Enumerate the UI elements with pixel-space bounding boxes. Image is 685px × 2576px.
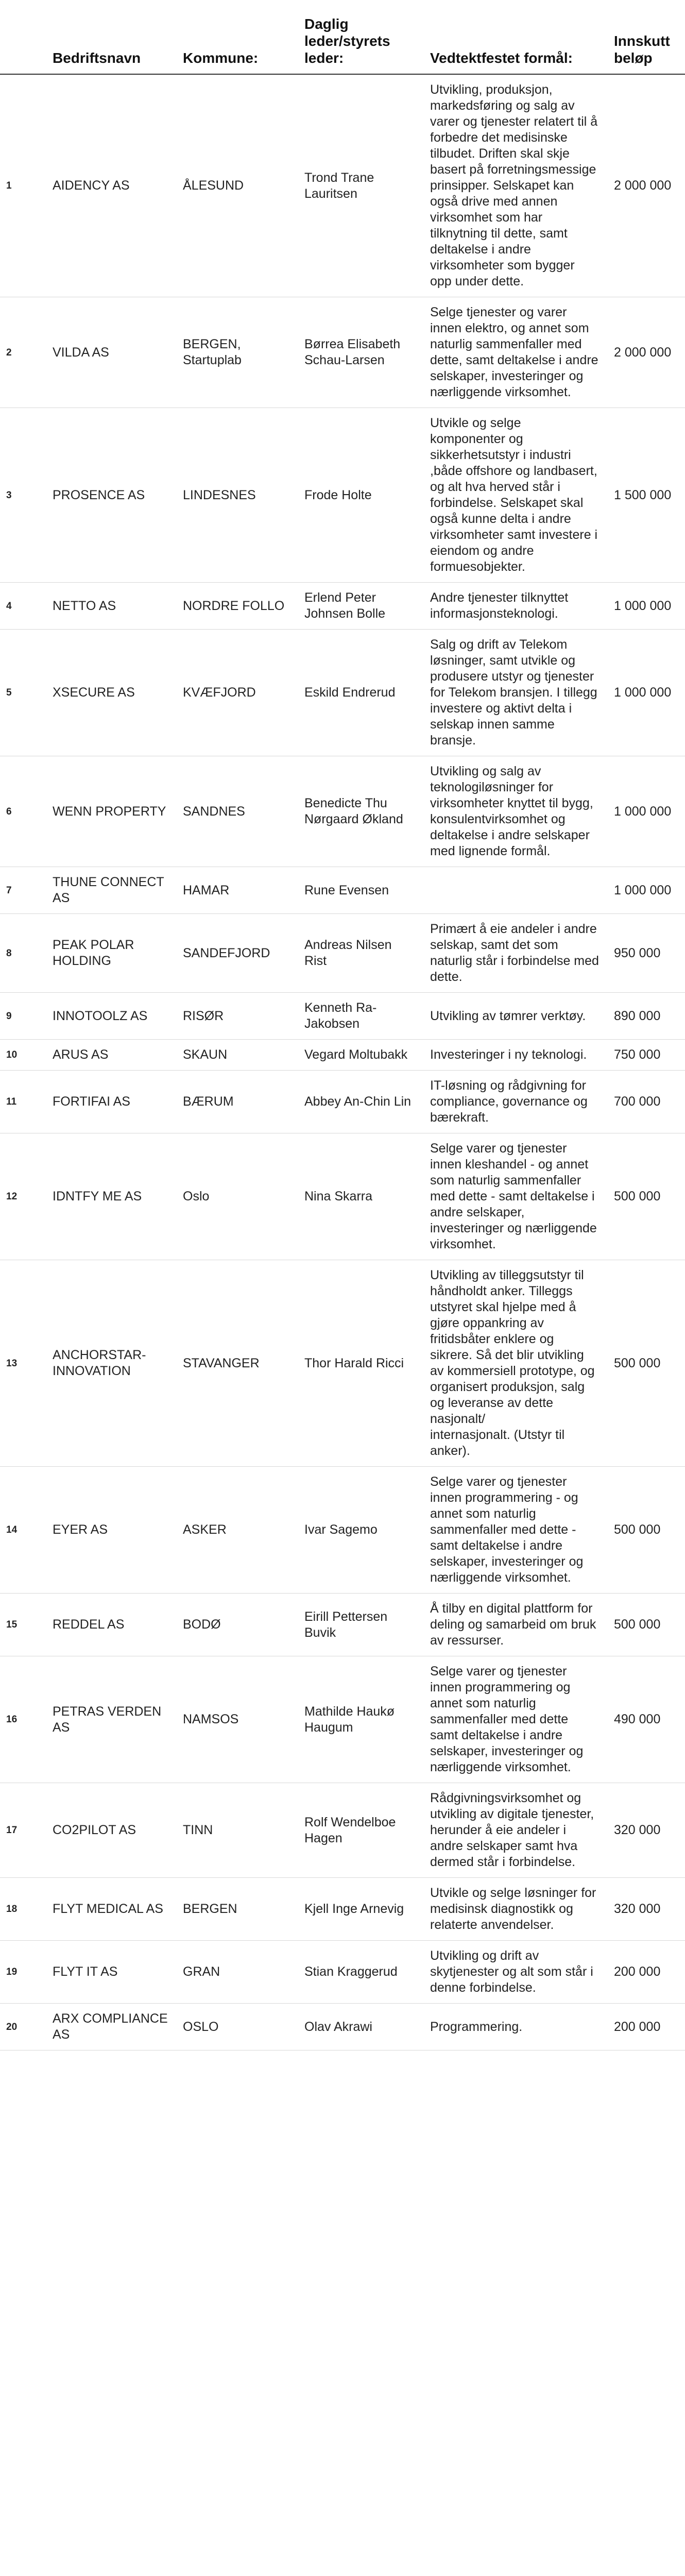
table-row bbox=[0, 1878, 685, 1941]
row-number-cell: 2 bbox=[0, 297, 45, 408]
company-name-cell: NETTO AS bbox=[45, 583, 176, 630]
company-name-cell: IDNTFY ME AS bbox=[45, 1133, 176, 1260]
daglig-leder-cell: Frode Holte bbox=[297, 408, 423, 583]
daglig-leder-cell: Rune Evensen bbox=[297, 867, 423, 914]
formal-cell: IT-løsning og rådgivning for compliance, governance og bærekraft. bbox=[423, 1071, 607, 1133]
row-number-cell: 9 bbox=[0, 993, 45, 1040]
innskutt-belop-cell: 500 000 bbox=[607, 1594, 685, 1656]
daglig-leder-cell: Benedicte Thu Nørgaard Økland bbox=[297, 756, 423, 867]
innskutt-belop-cell: 1 500 000 bbox=[607, 408, 685, 583]
table-row bbox=[0, 583, 685, 630]
innskutt-belop-cell: 1 000 000 bbox=[607, 867, 685, 914]
daglig-leder-cell: Eirill Pettersen Buvik bbox=[297, 1594, 423, 1656]
innskutt-belop-cell: 500 000 bbox=[607, 1260, 685, 1467]
formal-cell: Primært å eie andeler i andre selskap, samt det som naturlig står i forbindelse med dette. bbox=[423, 914, 607, 993]
header-daglig-leder[interactable]: Daglig leder/styrets leder: bbox=[297, 0, 423, 74]
row-number-cell: 1 bbox=[0, 74, 45, 297]
company-name-cell: FLYT MEDICAL AS bbox=[45, 1878, 176, 1941]
company-name-cell: ARX COMPLIANCE AS bbox=[45, 2004, 176, 2050]
daglig-leder-cell: Kjell Inge Arnevig bbox=[297, 1878, 423, 1941]
header-index bbox=[0, 0, 45, 74]
company-name-cell: EYER AS bbox=[45, 1467, 176, 1594]
company-name-cell: FLYT IT AS bbox=[45, 1941, 176, 2004]
innskutt-belop-cell: 320 000 bbox=[607, 1783, 685, 1878]
row-number-cell: 16 bbox=[0, 1656, 45, 1783]
formal-cell: Selge varer og tjenester innen programmering og annet som naturlig sammenfaller med dette samt deltakelse i andre selskaper, investeringer og nærliggende virksomhet. bbox=[423, 1656, 607, 1783]
table-row bbox=[0, 993, 685, 1040]
row-number-cell: 3 bbox=[0, 408, 45, 583]
kommune-cell: RISØR bbox=[176, 993, 297, 1040]
formal-cell: Å tilby en digital plattform for deling og samarbeid om bruk av ressurser. bbox=[423, 1594, 607, 1656]
table-row bbox=[0, 867, 685, 914]
company-name-cell: CO2PILOT AS bbox=[45, 1783, 176, 1878]
kommune-cell: NORDRE FOLLO bbox=[176, 583, 297, 630]
row-number-cell: 14 bbox=[0, 1467, 45, 1594]
daglig-leder-cell: Andreas Nilsen Rist bbox=[297, 914, 423, 993]
row-number-cell: 8 bbox=[0, 914, 45, 993]
kommune-cell: ASKER bbox=[176, 1467, 297, 1594]
row-number-cell: 5 bbox=[0, 630, 45, 756]
table-row bbox=[0, 297, 685, 408]
daglig-leder-cell: Mathilde Haukø Haugum bbox=[297, 1656, 423, 1783]
kommune-cell: ÅLESUND bbox=[176, 74, 297, 297]
formal-cell: Utvikling og salg av teknologiløsninger for virksomheter knyttet til bygg, konsulentvirksomhet og deltakelse i andre selskaper med lignende formål. bbox=[423, 756, 607, 867]
formal-cell: Utvikling og drift av skytjenester og alt som står i denne forbindelse. bbox=[423, 1941, 607, 2004]
daglig-leder-cell: Stian Kraggerud bbox=[297, 1941, 423, 2004]
formal-cell: Andre tjenester tilknyttet informasjonsteknologi. bbox=[423, 583, 607, 630]
header-innskutt-belop[interactable]: Innskutt beløp bbox=[607, 0, 685, 74]
innskutt-belop-cell: 1 000 000 bbox=[607, 756, 685, 867]
innskutt-belop-cell: 890 000 bbox=[607, 993, 685, 1040]
row-number-cell: 18 bbox=[0, 1878, 45, 1941]
company-name-cell: ARUS AS bbox=[45, 1040, 176, 1071]
daglig-leder-cell: Kenneth Ra-Jakobsen bbox=[297, 993, 423, 1040]
row-number-cell: 10 bbox=[0, 1040, 45, 1071]
header-formal[interactable]: Vedtektfestet formål: bbox=[423, 0, 607, 74]
company-name-cell: VILDA AS bbox=[45, 297, 176, 408]
header-bedriftsnavn[interactable]: Bedriftsnavn bbox=[45, 0, 176, 74]
row-number-cell: 20 bbox=[0, 2004, 45, 2050]
table-row bbox=[0, 914, 685, 993]
kommune-cell: BERGEN bbox=[176, 1878, 297, 1941]
company-name-cell: INNOTOOLZ AS bbox=[45, 993, 176, 1040]
innskutt-belop-cell: 320 000 bbox=[607, 1878, 685, 1941]
table-row bbox=[0, 74, 685, 297]
company-name-cell: AIDENCY AS bbox=[45, 74, 176, 297]
table-row bbox=[0, 1656, 685, 1783]
formal-cell: Investeringer i ny teknologi. bbox=[423, 1040, 607, 1071]
table-row bbox=[0, 630, 685, 756]
header-kommune[interactable]: Kommune: bbox=[176, 0, 297, 74]
kommune-cell: STAVANGER bbox=[176, 1260, 297, 1467]
formal-cell: Programmering. bbox=[423, 2004, 607, 2050]
innskutt-belop-cell: 200 000 bbox=[607, 2004, 685, 2050]
table-row bbox=[0, 756, 685, 867]
table-row bbox=[0, 1260, 685, 1467]
daglig-leder-cell: Ivar Sagemo bbox=[297, 1467, 423, 1594]
formal-cell: Utvikle og selge løsninger for medisinsk diagnostikk og relaterte anvendelser. bbox=[423, 1878, 607, 1941]
innskutt-belop-cell: 2 000 000 bbox=[607, 297, 685, 408]
formal-cell: Selge varer og tjenester innen kleshandel - og annet som naturlig sammenfaller med dette - samt deltakelse i andre selskaper, investeringer og nærliggende virksomhet. bbox=[423, 1133, 607, 1260]
formal-cell: Utvikling av tømrer verktøy. bbox=[423, 993, 607, 1040]
kommune-cell: BÆRUM bbox=[176, 1071, 297, 1133]
kommune-cell: OSLO bbox=[176, 2004, 297, 2050]
kommune-cell: SKAUN bbox=[176, 1040, 297, 1071]
daglig-leder-cell: Olav Akrawi bbox=[297, 2004, 423, 2050]
kommune-cell: LINDESNES bbox=[176, 408, 297, 583]
company-name-cell: ANCHORSTAR-INNOVATION bbox=[45, 1260, 176, 1467]
company-name-cell: THUNE CONNECT AS bbox=[45, 867, 176, 914]
kommune-cell: KVÆFJORD bbox=[176, 630, 297, 756]
daglig-leder-cell: Erlend Peter Johnsen Bolle bbox=[297, 583, 423, 630]
company-name-cell: PETRAS VERDEN AS bbox=[45, 1656, 176, 1783]
kommune-cell: BODØ bbox=[176, 1594, 297, 1656]
daglig-leder-cell: Eskild Endrerud bbox=[297, 630, 423, 756]
company-name-cell: PROSENCE AS bbox=[45, 408, 176, 583]
innskutt-belop-cell: 200 000 bbox=[607, 1941, 685, 2004]
formal-cell: Utvikling av tilleggsutstyr til håndholdt anker. Tilleggs utstyret skal hjelpe med å gjøre oppankring av fritidsbåter enklere og sikrere. Så det blir utvikling av kommersiell prototype, og organisert produksjon, salg og leveranse av dette nasjonalt/ internasjonalt. (Utstyr til anker). bbox=[423, 1260, 607, 1467]
table-row bbox=[0, 408, 685, 583]
table-row bbox=[0, 1941, 685, 2004]
formal-cell: Rådgivningsvirksomhet og utvikling av digitale tjenester, herunder å eie andeler i andre selskaper samt hva dermed står i forbindelse. bbox=[423, 1783, 607, 1878]
table-row bbox=[0, 1594, 685, 1656]
formal-cell: Selge varer og tjenester innen programmering - og annet som naturlig sammenfaller med dette - samt deltakelse i andre selskaper, investeringer og nærliggende virksomhet. bbox=[423, 1467, 607, 1594]
innskutt-belop-cell: 1 000 000 bbox=[607, 583, 685, 630]
table-row bbox=[0, 1467, 685, 1594]
row-number-cell: 7 bbox=[0, 867, 45, 914]
row-number-cell: 17 bbox=[0, 1783, 45, 1878]
kommune-cell: SANDEFJORD bbox=[176, 914, 297, 993]
innskutt-belop-cell: 2 000 000 bbox=[607, 74, 685, 297]
kommune-cell: GRAN bbox=[176, 1941, 297, 2004]
company-name-cell: WENN PROPERTY bbox=[45, 756, 176, 867]
innskutt-belop-cell: 1 000 000 bbox=[607, 630, 685, 756]
innskutt-belop-cell: 500 000 bbox=[607, 1467, 685, 1594]
row-number-cell: 19 bbox=[0, 1941, 45, 2004]
innskutt-belop-cell: 500 000 bbox=[607, 1133, 685, 1260]
formal-cell: Selge tjenester og varer innen elektro, og annet som naturlig sammenfaller med dette, samt deltakelse i andre selskaper, investeringer og nærliggende virksomhet. bbox=[423, 297, 607, 408]
innskutt-belop-cell: 490 000 bbox=[607, 1656, 685, 1783]
row-number-cell: 12 bbox=[0, 1133, 45, 1260]
row-number-cell: 13 bbox=[0, 1260, 45, 1467]
company-name-cell: REDDEL AS bbox=[45, 1594, 176, 1656]
kommune-cell: HAMAR bbox=[176, 867, 297, 914]
row-number-cell: 11 bbox=[0, 1071, 45, 1133]
daglig-leder-cell: Abbey An-Chin Lin bbox=[297, 1071, 423, 1133]
table-row bbox=[0, 1133, 685, 1260]
kommune-cell: Oslo bbox=[176, 1133, 297, 1260]
formal-cell: Utvikling, produksjon, markedsføring og salg av varer og tjenester relatert til å forbedre det medisinske tilbudet. Driften skal skje basert på forretningsmessige prinsipper. Selskapet kan også drive med annen virksomhet som har tilknytning til dette, samt deltakelse i andre virksomheter som bygger opp under dette. bbox=[423, 74, 607, 297]
innskutt-belop-cell: 750 000 bbox=[607, 1040, 685, 1071]
table-row bbox=[0, 1783, 685, 1878]
company-name-cell: PEAK POLAR HOLDING bbox=[45, 914, 176, 993]
kommune-cell: TINN bbox=[176, 1783, 297, 1878]
kommune-cell: NAMSOS bbox=[176, 1656, 297, 1783]
table-row bbox=[0, 1040, 685, 1071]
daglig-leder-cell: Vegard Moltubakk bbox=[297, 1040, 423, 1071]
row-number-cell: 15 bbox=[0, 1594, 45, 1656]
innskutt-belop-cell: 700 000 bbox=[607, 1071, 685, 1133]
formal-cell: Utvikle og selge komponenter og sikkerhetsutstyr i industri ,både offshore og landbasert, og alt hva herved står i forbindelse. Selskapet skal også kunne delta i andre virksomheter samt investere i eiendom og andre formuesobjekter. bbox=[423, 408, 607, 583]
innskutt-belop-cell: 950 000 bbox=[607, 914, 685, 993]
table-row bbox=[0, 1071, 685, 1133]
table-header-row bbox=[0, 0, 685, 74]
kommune-cell: SANDNES bbox=[176, 756, 297, 867]
company-name-cell: XSECURE AS bbox=[45, 630, 176, 756]
table-body bbox=[0, 74, 685, 2050]
formal-cell bbox=[423, 867, 607, 914]
daglig-leder-cell: Trond Trane Lauritsen bbox=[297, 74, 423, 297]
company-name-cell: FORTIFAI AS bbox=[45, 1071, 176, 1133]
daglig-leder-cell: Børrea Elisabeth Schau-Larsen bbox=[297, 297, 423, 408]
row-number-cell: 4 bbox=[0, 583, 45, 630]
daglig-leder-cell: Nina Skarra bbox=[297, 1133, 423, 1260]
table-row bbox=[0, 2004, 685, 2050]
daglig-leder-cell: Thor Harald Ricci bbox=[297, 1260, 423, 1467]
formal-cell: Salg og drift av Telekom løsninger, samt utvikle og produsere utstyr og tjenester for Telekom bransjen. I tillegg investere og aktivt delta i selskap innen samme bransje. bbox=[423, 630, 607, 756]
daglig-leder-cell: Rolf Wendelboe Hagen bbox=[297, 1783, 423, 1878]
row-number-cell: 6 bbox=[0, 756, 45, 867]
kommune-cell: BERGEN, Startuplab bbox=[176, 297, 297, 408]
